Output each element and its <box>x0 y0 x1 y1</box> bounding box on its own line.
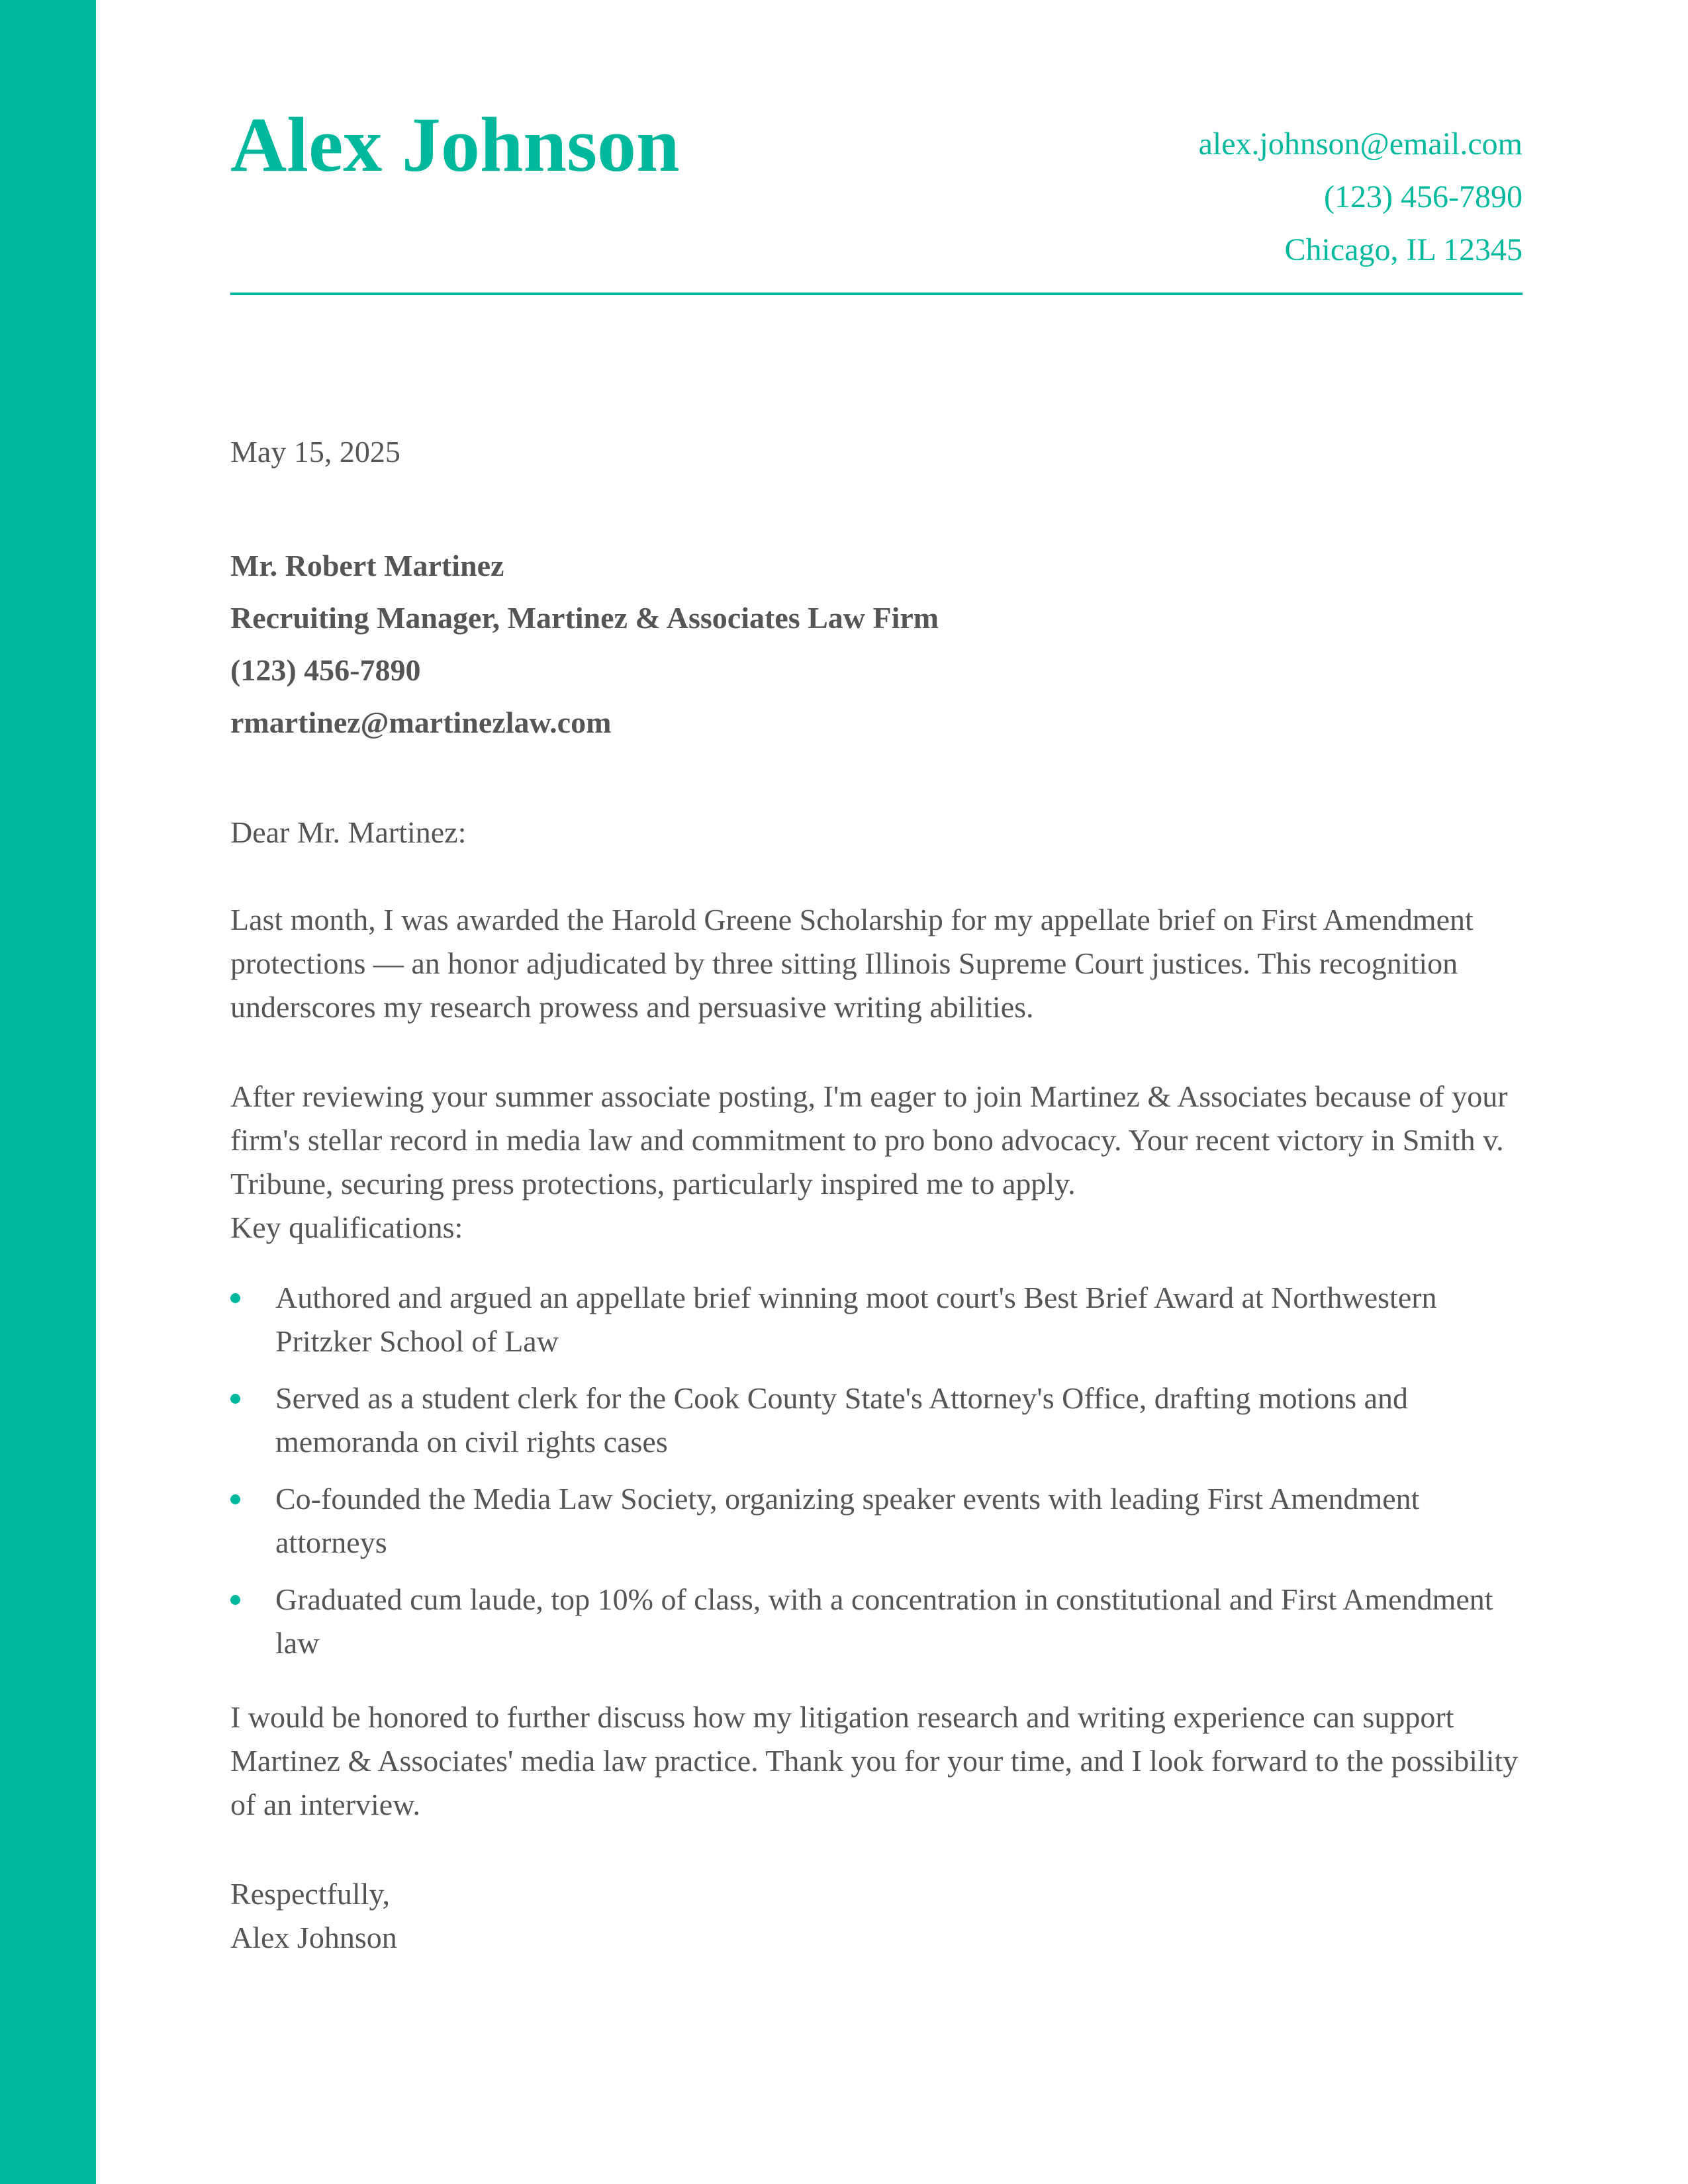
list-item <box>230 1377 1533 1464</box>
sender-email: alex.johnson@email.com <box>1198 126 1523 161</box>
salutation: Dear Mr. Martinez: <box>230 815 467 849</box>
sender-phone: (123) 456-7890 <box>1324 179 1523 214</box>
sender-name: Alex Johnson <box>230 101 680 188</box>
recipient-block <box>230 539 939 749</box>
recipient-title: Recruiting Manager, Martinez & Associates Law Firm <box>230 601 939 635</box>
signoff-block <box>230 1872 397 1960</box>
list-item <box>230 1477 1533 1565</box>
qualification-text: Co-founded the Media Law Society, organizing speaker events with leading First Amendment attorneys <box>275 1482 1420 1559</box>
header-divider <box>230 293 1523 295</box>
bullet-icon <box>230 1394 240 1404</box>
qualification-text: Graduated cum laude, top 10% of class, with a concentration in constitutional and First Amendment law <box>275 1582 1493 1660</box>
letter-date: May 15, 2025 <box>230 435 400 469</box>
list-item <box>230 1276 1533 1363</box>
accent-sidebar <box>0 0 96 2184</box>
qualification-text: Served as a student clerk for the Cook County State's Attorney's Office, drafting motions and memoranda on civil rights cases <box>275 1381 1409 1459</box>
sender-contact <box>1199 118 1523 277</box>
closing-paragraph: I would be honored to further discuss how my litigation research and writing experience can support Martinez & Associates' media law practice. Thank you for your time, and I look forward to the possibility of an interview. <box>230 1700 1519 1821</box>
list-item <box>230 1578 1533 1665</box>
qualification-text: Authored and argued an appellate brief winning moot court's Best Brief Award at Northwestern Pritzker School of Law <box>275 1281 1437 1358</box>
recipient-email: rmartinez@martinezlaw.com <box>230 705 612 739</box>
intro-paragraph: Last month, I was awarded the Harold Greene Scholarship for my appellate brief on First Amendment protections — an honor adjudicated by three sitting Illinois Supreme Court justices. This recognition underscores my research prowess and persuasive writing abilities. <box>230 903 1474 1024</box>
qualifications-heading: Key qualifications: <box>230 1210 463 1244</box>
motivation-paragraph: After reviewing your summer associate posting, I'm eager to join Martinez & Associates because of your firm's stellar record in media law and commitment to pro bono advocacy. Your recent victory in Smith v. Tribune, securing press protections, particularly inspired me to apply. <box>230 1079 1508 1201</box>
cover-letter-page <box>230 0 1523 1954</box>
letter-header <box>230 0 1523 295</box>
bullet-icon <box>230 1494 240 1504</box>
qualifications-list <box>230 1276 1528 1678</box>
bullet-icon <box>230 1293 240 1303</box>
recipient-phone: (123) 456-7890 <box>230 653 421 687</box>
bullet-icon <box>230 1595 240 1605</box>
recipient-name: Mr. Robert Martinez <box>230 549 504 582</box>
complimentary-close: Respectfully, <box>230 1877 391 1911</box>
signature-name: Alex Johnson <box>230 1921 397 1954</box>
sender-location: Chicago, IL 12345 <box>1284 232 1523 267</box>
